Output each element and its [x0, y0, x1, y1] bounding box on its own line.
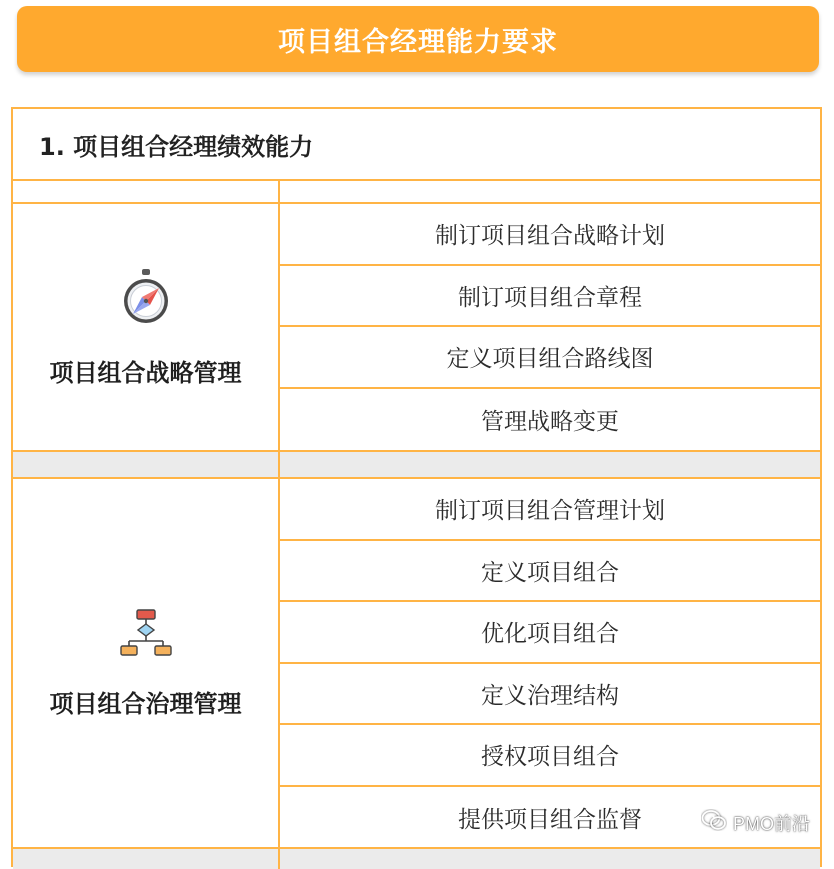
- group-name: 项目组合治理管理: [49, 689, 242, 718]
- spacer-row: [13, 452, 820, 479]
- spacer-row: [13, 849, 820, 869]
- list-item: 定义项目组合路线图: [280, 327, 820, 389]
- section-header: [13, 109, 820, 181]
- wechat-icon: [701, 809, 733, 836]
- list-item: 授权项目组合: [280, 725, 820, 787]
- list-item: 定义项目组合: [280, 541, 820, 603]
- column-divider: [278, 452, 280, 477]
- group-governance: [13, 479, 820, 849]
- group-items: [280, 204, 820, 450]
- column-divider: [278, 849, 280, 869]
- list-item: 管理战略变更: [481, 408, 619, 435]
- list-item: 制订项目组合管理计划: [280, 479, 820, 541]
- section-title: 1. 项目组合经理绩效能力: [39, 132, 314, 161]
- banner-title: 项目组合经理能力要求: [278, 26, 558, 58]
- list-item: 定义治理结构: [280, 664, 820, 726]
- group-name: 项目组合战略管理: [49, 358, 242, 387]
- group-items: [280, 479, 820, 847]
- competency-table: [11, 107, 822, 867]
- watermark-text: PMO前沿: [732, 813, 810, 834]
- compass-icon: [121, 267, 171, 331]
- list-item: 制订项目组合战略计划: [280, 204, 820, 266]
- group-label-cell: [13, 479, 280, 847]
- column-divider: [278, 181, 280, 202]
- title-banner: [17, 6, 819, 72]
- list-item: 优化项目组合: [280, 602, 820, 664]
- group-label-cell: [13, 204, 280, 450]
- spacer-row: [13, 181, 820, 204]
- watermark: [701, 809, 810, 836]
- list-item: 制订项目组合章程: [280, 266, 820, 328]
- flowchart-icon: [119, 608, 173, 662]
- list-item: 提供项目组合监督: [458, 806, 642, 833]
- group-strategy: [13, 204, 820, 452]
